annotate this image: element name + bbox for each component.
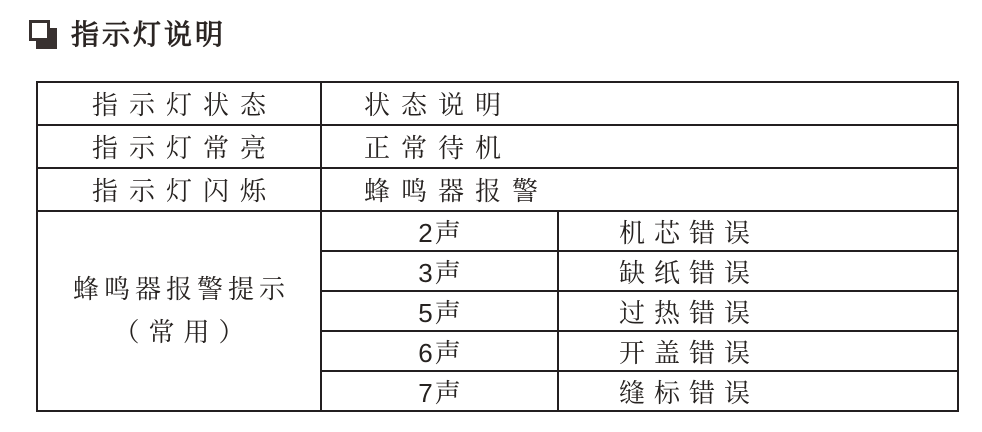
cell-alarm-group-label [37,211,321,411]
cell-beep-count: 2声 [321,211,558,251]
indicator-spec-table [36,81,959,412]
cell-state-steady: 指示灯常亮 [37,125,321,168]
cell-state-desc-header: 状态说明 [321,82,958,125]
section-title-bar [29,20,226,50]
table-row [37,211,958,251]
table-row-header [37,82,958,125]
cell-beep-count: 3声 [321,251,558,291]
alarm-group-label-line2: （常用） [113,317,254,347]
table-row [37,125,958,168]
cell-beep-error: 缺纸错误 [558,251,958,291]
cell-desc-buzzer-alarm: 蜂鸣器报警 [321,168,958,211]
cell-beep-error: 机芯错误 [558,211,958,251]
page-title: 指示灯说明 [71,19,227,50]
cell-indicator-state-header: 指示灯状态 [37,82,321,125]
section-bullet-icon [29,20,59,50]
bullet-outline-square [29,20,50,41]
cell-beep-count: 5声 [321,291,558,331]
alarm-group-label-line1: 蜂鸣器报警提示 [72,274,290,304]
cell-beep-error: 过热错误 [558,291,958,331]
cell-state-blinking: 指示灯闪烁 [37,168,321,211]
cell-beep-count: 7声 [321,371,558,411]
cell-beep-count: 6声 [321,331,558,371]
cell-beep-error: 缝标错误 [558,371,958,411]
table-row [37,168,958,211]
cell-beep-error: 开盖错误 [558,331,958,371]
cell-desc-standby: 正常待机 [321,125,958,168]
